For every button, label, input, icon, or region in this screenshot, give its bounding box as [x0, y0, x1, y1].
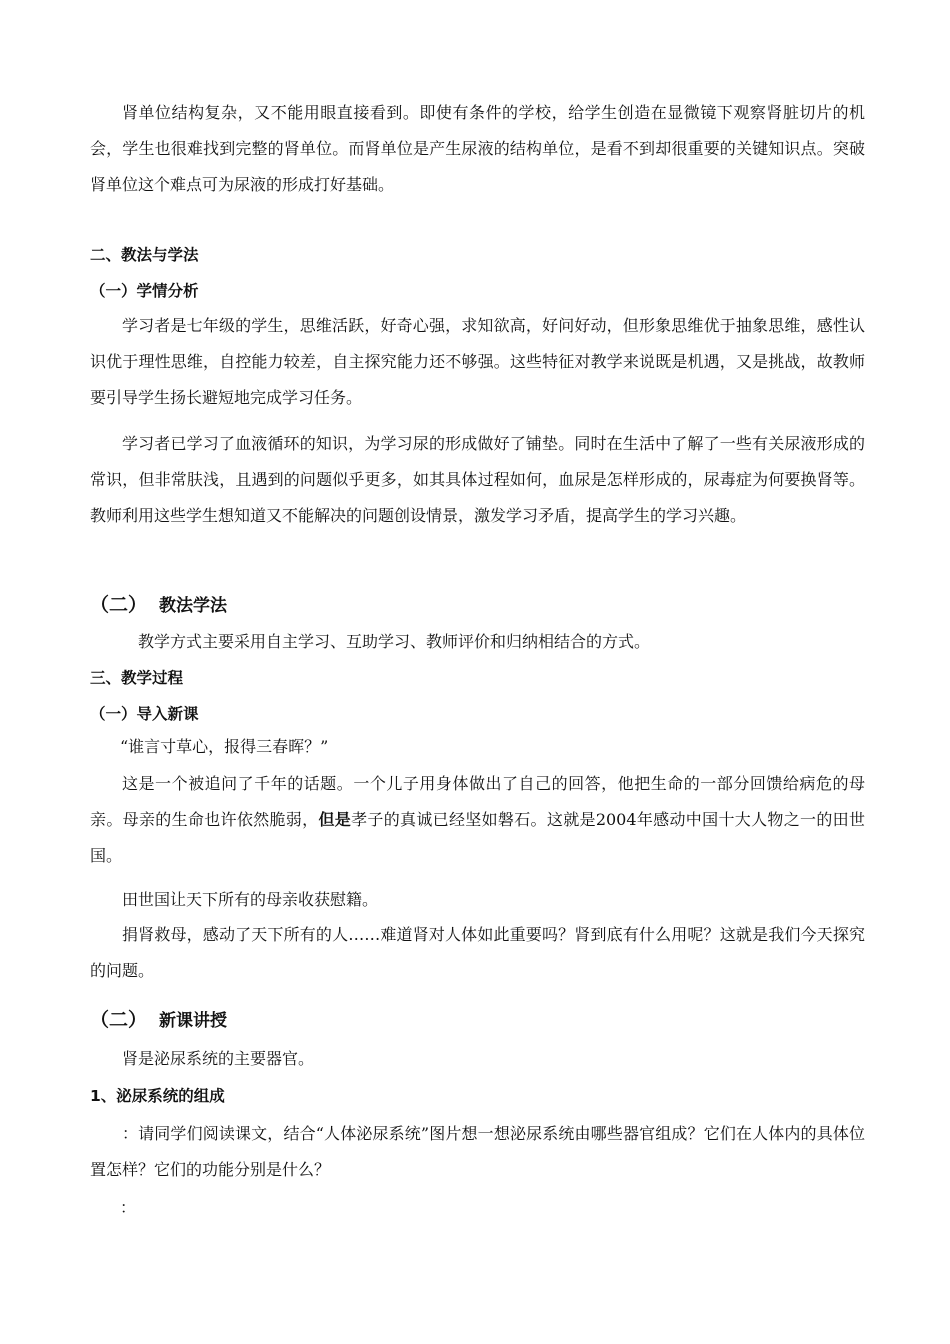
heading-urinary-system: 1、泌尿系统的组成 [90, 1087, 225, 1105]
paragraph-kidney-organ: 肾是泌尿系统的主要器官。 [122, 1049, 315, 1068]
heading-label: 教法学法 [159, 596, 228, 616]
heading-new-lesson [90, 1008, 865, 1033]
heading-label: 新课讲授 [159, 1011, 228, 1031]
heading-section-2: 二、教法与学法 [90, 246, 199, 264]
paragraph-question: 捐肾救母，感动了天下所有的人……难道肾对人体如此重要吗？肾到底有什么用呢？这就是我们今天探究的问题。 [90, 925, 865, 980]
paragraph-prior-knowledge: 学习者已学习了血液循环的知识，为学习尿的形成做好了铺垫。同时在生活中了解了一些有关尿液形成的常识，但非常肤浅，且遇到的问题似乎更多，如其具体过程如何，血尿是怎样形成的，尿毒症为何要换肾等。教师利用这些学生想知道又不能解决的问题创设情景，激发学习矛盾，提高学生的学习兴趣。 [90, 434, 865, 525]
paragraph-reading-task: ：请同学们阅读课文，结合“人体泌尿系统”图片想一想泌尿系统由哪些器官组成？它们在人体内的具体位置怎样？它们的功能分别是什么？ [90, 1124, 865, 1179]
heading-learner-analysis: （一）学情分析 [90, 282, 199, 300]
paragraph-kidney-unit: 肾单位结构复杂，又不能用眼直接看到。即使有条件的学校，给学生创造在显微镜下观察肾脏切片的机会，学生也很难找到完整的肾单位。而肾单位是产生尿液的结构单位，是看不到却很重要的关键知识点。突破肾单位这个难点可为尿液的形成打好基础。 [90, 103, 865, 194]
story-text-b: 孝子的真诚已经坚如磐石。这就是2004年感动中国十大人物之一的田世国。 [90, 810, 865, 865]
quote-line: “谁言寸草心，报得三春晖？” [120, 737, 329, 756]
paragraph-teaching-approach: 教学方式主要采用自主学习、互助学习、教师评价和归纳相结合的方式。 [138, 632, 651, 651]
heading-number: （二） [90, 1009, 148, 1031]
heading-number: （二） [90, 594, 148, 616]
paragraph-story [90, 766, 865, 874]
story-emphasis: 但是 [318, 810, 352, 829]
heading-section-3: 三、教学过程 [90, 669, 184, 687]
paragraph-colon-line: ： [120, 1198, 137, 1217]
story-text-a: 这是一个被追问了千年的话题。一个儿子用身体做出了自己的回答，他把生命的一部分回馈给病危的母亲。母亲的生命也许依然脆弱， [90, 774, 865, 829]
paragraph-comfort: 田世国让天下所有的母亲收获慰籍。 [122, 890, 379, 909]
heading-introduction: （一）导入新课 [90, 705, 199, 723]
heading-teaching-method [90, 593, 865, 618]
paragraph-learner-traits: 学习者是七年级的学生，思维活跃，好奇心强，求知欲高，好问好动，但形象思维优于抽象思维，感性认识优于理性思维，自控能力较差，自主探究能力还不够强。这些特征对教学来说既是机遇，又是挑战，故教师要引导学生扬长避短地完成学习任务。 [90, 316, 865, 407]
